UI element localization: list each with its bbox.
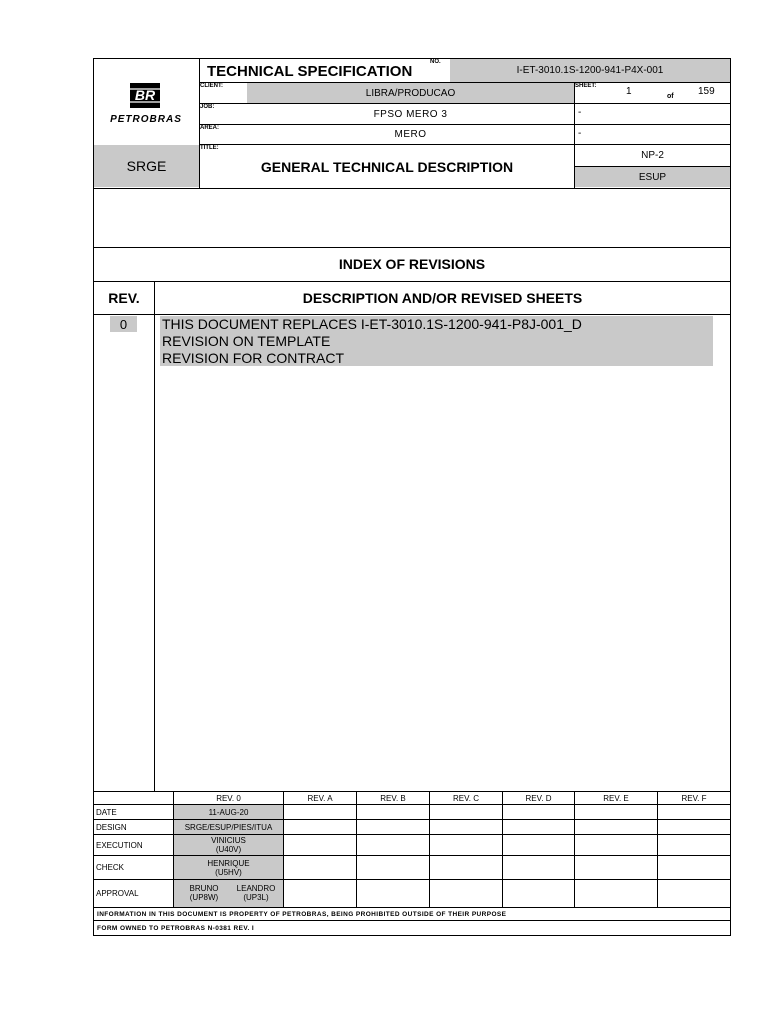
- col-rev-b-text: REV. B: [380, 793, 406, 803]
- revision-number-cell: [110, 316, 137, 332]
- client-label: CLIENT:: [200, 83, 223, 89]
- np-code: NP-2: [641, 150, 664, 161]
- approver-1-code: (UP8W): [189, 893, 219, 902]
- document-title-cell: [200, 150, 574, 184]
- revision-line: REVISION FOR CONTRACT: [162, 350, 345, 366]
- job-cell: [247, 104, 574, 124]
- col-rev-a-text: REV. A: [307, 793, 333, 803]
- row-label-date: [96, 805, 117, 819]
- rev-column-header-text: REV.: [108, 290, 140, 306]
- np-code-cell: [575, 145, 730, 166]
- row-label-execution-text: EXECUTION: [96, 840, 143, 850]
- check-code: (U5HV): [215, 867, 242, 877]
- row-label-check: [96, 856, 124, 879]
- property-notice-text: INFORMATION IN THIS DOCUMENT IS PROPERTY OF PETROBRAS, BEING PROHIBITED OUTSIDE OF THEIR PURPOSE: [97, 910, 507, 918]
- document-type-text: TECHNICAL SPECIFICATION: [207, 62, 413, 80]
- rev0-date: [174, 805, 283, 819]
- revision-description: [160, 316, 713, 366]
- rev0-date-text: 11-AUG-20: [208, 807, 249, 817]
- rev0-check: [174, 856, 283, 879]
- property-notice: [97, 908, 506, 920]
- no-label: NO.: [430, 59, 441, 65]
- revisions-title: [94, 248, 730, 280]
- check-name: HENRIQUE: [207, 858, 250, 868]
- document-number-cell: [450, 59, 730, 82]
- row-label-check-text: CHECK: [96, 863, 125, 872]
- col-rev-a: [284, 792, 356, 804]
- area-cell: [247, 125, 574, 144]
- logo-wordmark: PETROBRAS: [110, 114, 182, 125]
- department-cell: [94, 145, 199, 187]
- approver-2-name: LEANDRO: [236, 884, 276, 893]
- col-rev-0: [174, 792, 283, 804]
- org-code: ESUP: [638, 171, 667, 183]
- sheet-label: SHEET:: [575, 83, 597, 89]
- revisions-title-text: INDEX OF REVISIONS: [338, 256, 486, 272]
- description-column-header-text: DESCRIPTION AND/OR REVISED SHEETS: [302, 290, 583, 306]
- rev0-approval: [174, 880, 283, 907]
- area-right: -: [578, 128, 582, 139]
- col-rev-f: [658, 792, 730, 804]
- org-code-cell: [575, 167, 730, 187]
- job-right: -: [578, 107, 582, 118]
- job-label: JOB:: [200, 104, 215, 110]
- document-number: I-ET-3010.1S-1200-941-P4X-001: [516, 65, 664, 76]
- row-label-date-text: DATE: [96, 807, 117, 817]
- revision-line: THIS DOCUMENT REPLACES I-ET-3010.1S-1200-941-P8J-001_D: [162, 316, 582, 332]
- title-label: TITLE:: [200, 145, 219, 151]
- document-type: [207, 60, 412, 82]
- sheet-of: of: [667, 93, 674, 100]
- col-rev-0-text: REV. 0: [216, 793, 241, 803]
- sheet-current: 1: [626, 86, 632, 97]
- col-rev-f-text: REV. F: [681, 793, 707, 803]
- rev-column-header: [94, 282, 154, 314]
- row-label-approval-text: APPROVAL: [96, 889, 139, 898]
- row-label-design-text: DESIGN: [96, 822, 127, 832]
- document-title: GENERAL TECHNICAL DESCRIPTION: [260, 159, 514, 175]
- area-value: MERO: [394, 129, 427, 140]
- col-rev-c-text: REV. C: [453, 793, 479, 803]
- department-code: SRGE: [126, 158, 167, 174]
- form-notice: [97, 921, 254, 935]
- row-label-approval: [96, 880, 139, 907]
- sheet-total: 159: [698, 86, 715, 97]
- petrobras-logo: [100, 78, 192, 130]
- client-value: LIBRA/PRODUCAO: [365, 87, 456, 99]
- col-rev-d-text: REV. D: [525, 793, 552, 803]
- revision-number: 0: [119, 316, 128, 332]
- approver-2-code: (UP3L): [243, 893, 269, 902]
- rev0-design-text: SRGE/ESUP/PIES/ITUA: [184, 822, 273, 832]
- description-column-header: [155, 282, 730, 314]
- col-rev-d: [503, 792, 574, 804]
- col-rev-e-text: REV. E: [603, 793, 629, 803]
- col-rev-e: [575, 792, 657, 804]
- execution-code: (U40V): [215, 845, 242, 854]
- job-value: FPSO MERO 3: [373, 108, 448, 120]
- row-label-design: [96, 820, 127, 834]
- form-notice-text: FORM OWNED TO PETROBRAS N-0381 REV. I: [97, 924, 255, 932]
- approver-2: [232, 882, 280, 904]
- col-rev-c: [430, 792, 502, 804]
- approver-1-name: BRUNO: [189, 884, 219, 893]
- col-rev-b: [357, 792, 429, 804]
- rev0-design: [174, 820, 283, 834]
- approver-1: [182, 882, 226, 904]
- area-label: AREA:: [200, 125, 219, 131]
- revision-line: REVISION ON TEMPLATE: [162, 333, 331, 349]
- row-label-execution: [96, 835, 143, 855]
- execution-name: VINICIUS: [211, 836, 246, 845]
- client-cell: [247, 83, 574, 103]
- logo-mark: BR: [134, 87, 156, 103]
- rev0-execution: [174, 835, 283, 855]
